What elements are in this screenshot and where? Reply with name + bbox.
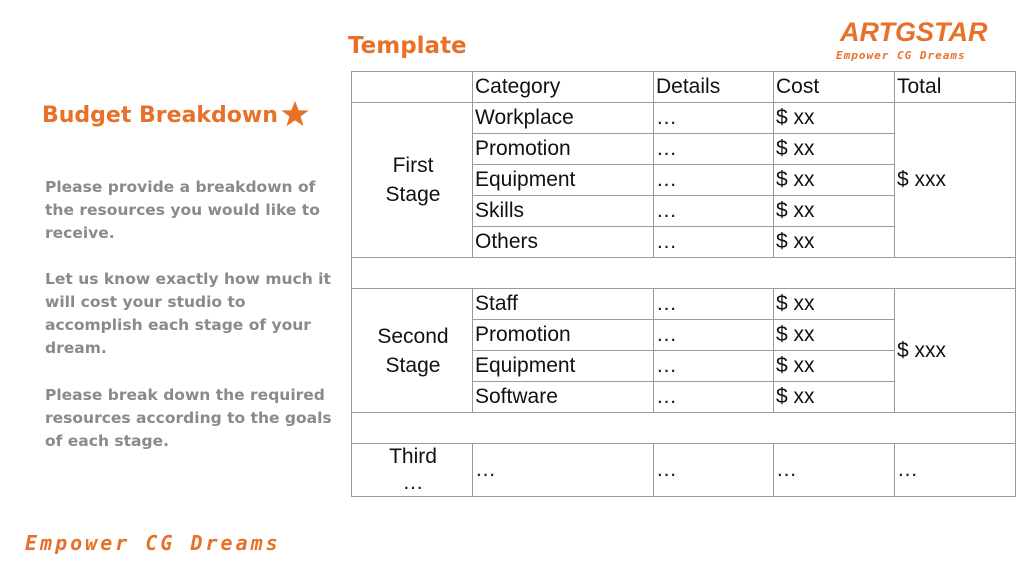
second-stage-total: $ xxx <box>895 289 1016 413</box>
cost-cell: $ xx <box>774 289 895 320</box>
third-stage-total: … <box>895 444 1016 497</box>
header-cost: Cost <box>774 72 895 103</box>
header-category: Category <box>473 72 654 103</box>
details-cell: … <box>654 351 774 382</box>
budget-table <box>351 71 1016 497</box>
details-cell: … <box>654 103 774 134</box>
intro-paragraph-2: Let us know exactly how much it will cost your studio to accomplish each stage of your dream. <box>45 270 331 357</box>
cost-cell: … <box>774 444 895 497</box>
details-cell: … <box>654 165 774 196</box>
details-cell: … <box>654 382 774 413</box>
heading-text: Budget Breakdown <box>42 102 278 128</box>
category-cell: Others <box>473 227 654 258</box>
details-cell: … <box>654 289 774 320</box>
footer-slogan: Empower CG Dreams <box>25 531 281 555</box>
category-cell: Software <box>473 382 654 413</box>
category-cell: Skills <box>473 196 654 227</box>
category-cell: Workplace <box>473 103 654 134</box>
category-cell: Staff <box>473 289 654 320</box>
category-cell: Equipment <box>473 165 654 196</box>
logo-tagline: Empower CG Dreams <box>836 49 966 62</box>
third-stage-label <box>352 444 473 497</box>
cost-cell: $ xx <box>774 165 895 196</box>
intro-paragraph-1: Please provide a breakdown of the resources you would like to receive. <box>45 178 320 242</box>
table-row <box>352 103 1016 134</box>
details-cell: … <box>654 227 774 258</box>
stage-label-line: … <box>402 471 424 494</box>
details-cell: … <box>654 134 774 165</box>
category-cell: Promotion <box>473 134 654 165</box>
stage-label-line: Stage <box>385 183 441 206</box>
cost-cell: $ xx <box>774 134 895 165</box>
second-stage-label <box>352 289 473 413</box>
stage-label-line: Third <box>389 445 437 468</box>
category-cell: … <box>473 444 654 497</box>
header-stage-cell <box>352 72 473 103</box>
cost-cell: $ xx <box>774 382 895 413</box>
cost-cell: $ xx <box>774 196 895 227</box>
stage-label-line: Stage <box>385 353 441 377</box>
details-cell: … <box>654 196 774 227</box>
table-row <box>352 444 1016 497</box>
table-header-row <box>352 72 1016 103</box>
stage-separator-row <box>352 413 1016 444</box>
separator-cell <box>352 413 1016 444</box>
category-cell: Promotion <box>473 320 654 351</box>
stage-separator-row <box>352 258 1016 289</box>
cost-cell: $ xx <box>774 320 895 351</box>
separator-cell <box>352 258 1016 289</box>
star-icon <box>280 99 310 129</box>
cost-cell: $ xx <box>774 227 895 258</box>
brand-logo <box>836 17 996 65</box>
header-details: Details <box>654 72 774 103</box>
details-cell: … <box>654 320 774 351</box>
stage-label-line: First <box>392 154 434 177</box>
logo-wordmark: ARTGSTAR <box>840 17 988 47</box>
header-total: Total <box>895 72 1016 103</box>
details-cell: … <box>654 444 774 497</box>
template-title: Template <box>348 33 467 59</box>
table-row <box>352 289 1016 320</box>
first-stage-label <box>352 103 473 258</box>
first-stage-total: $ xxx <box>895 103 1016 258</box>
page-heading <box>42 101 310 129</box>
intro-paragraph-3: Please break down the required resources according to the goals of each stage. <box>45 386 332 450</box>
category-cell: Equipment <box>473 351 654 382</box>
cost-cell: $ xx <box>774 351 895 382</box>
stage-label-line: Second <box>377 324 449 348</box>
cost-cell: $ xx <box>774 103 895 134</box>
